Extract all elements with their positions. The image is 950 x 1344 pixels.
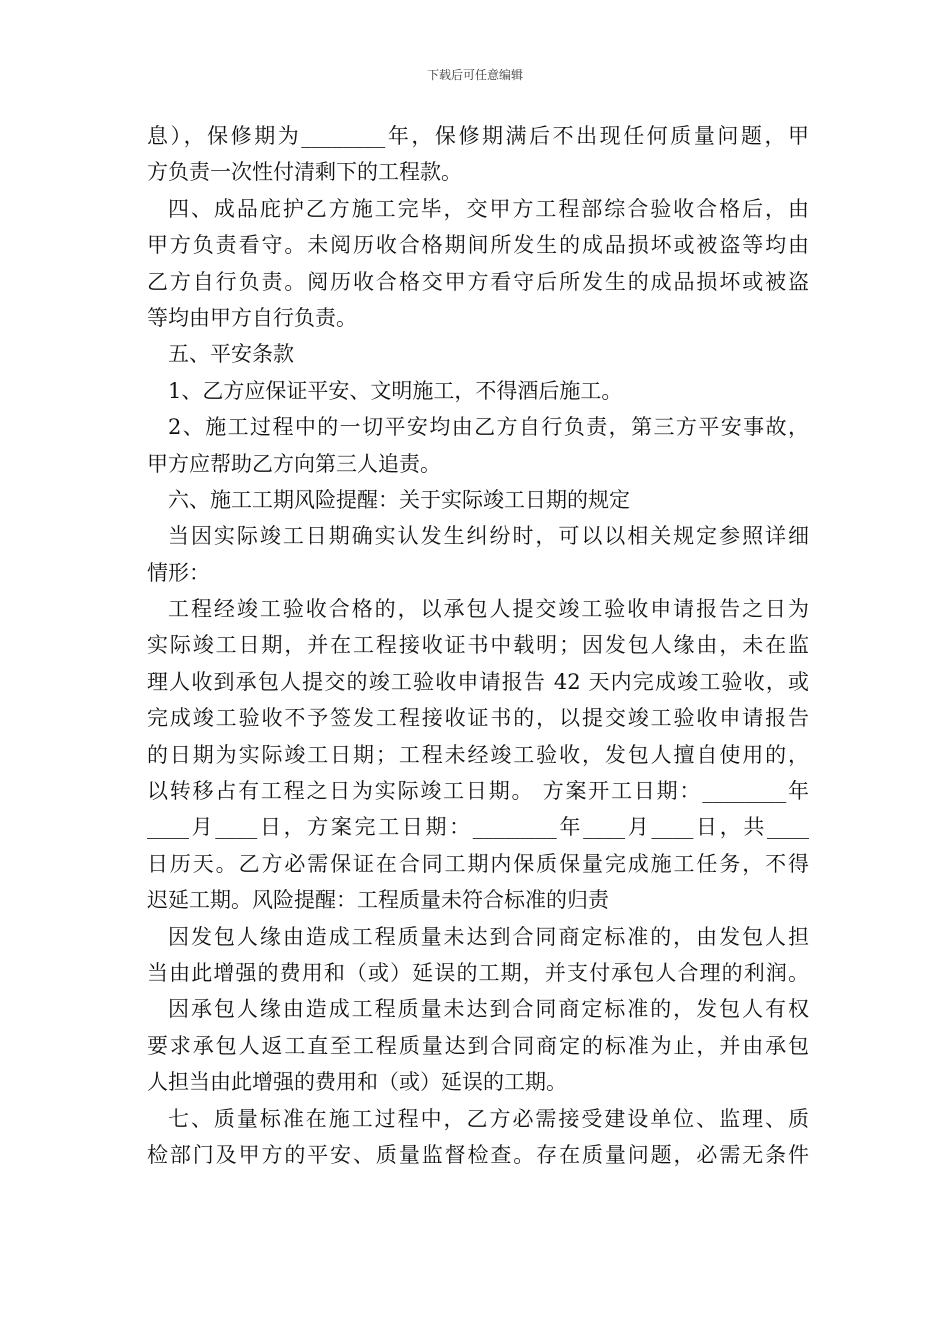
paragraph-start: 四、成品庇护乙方施工完毕，交甲方工程部综合验收合格后，由 [168, 196, 809, 221]
text-line: 以转移占有工程之日为实际竣工日期。 方案开工日期：________年 [147, 779, 809, 804]
text-line: 人担当由此增强的费用和（或）延误的工期。 [147, 1070, 567, 1095]
text-line: 理人收到承包人提交的竣工验收申请报告 42 天内完成竣工验收，或 [147, 669, 809, 694]
paragraph-start: 当因实际竣工日期确实认发生纠纷时，可以以相关规定参照详细 [168, 524, 809, 549]
text-line: 乙方自行负责。阅历收合格交甲方看守后所发生的成品损坏或被盗 [147, 269, 809, 294]
text-line: 情形： [147, 560, 210, 585]
section-heading: 六、施工工期风险提醒：关于实际竣工日期的规定 [168, 487, 630, 512]
paragraph-start: 七、质量标准在施工过程中，乙方必需接受建设单位、监理、质 [168, 1106, 809, 1131]
text-line: 完成竣工验收不予签发工程接收证书的，以提交竣工验收申请报告 [147, 706, 809, 731]
text-line: 要求承包人返工直至工程质量达到合同商定的标准为止，并由承包 [147, 1033, 809, 1058]
text-line: 的日期为实际竣工日期；工程未经竣工验收，发包人擅自使用的， [147, 742, 809, 767]
text-line: 等均由甲方自行负责。 [147, 305, 357, 330]
text-line: 检部门及甲方的平安、质量监督检查。存在质量问题，必需无条件 [147, 1142, 809, 1167]
text-line: 日历天。乙方必需保证在合同工期内保质保量完成施工任务，不得 [147, 851, 809, 876]
paragraph-start: 工程经竣工验收合格的，以承包人提交竣工验收申请报告之日为 [168, 597, 809, 622]
section-heading: 五、平安条款 [168, 342, 294, 367]
page-header: 下载后可任意编辑 [426, 68, 523, 82]
paragraph-start: 因承包人缘由造成工程质量未达到合同商定标准的，发包人有权 [168, 997, 809, 1022]
text-line: ____月____日，方案完工日期：________年____月____日，共____ [147, 815, 809, 840]
text-line: 甲方负责看守。未阅历收合格期间所发生的成品损坏或被盗等均由 [147, 233, 809, 258]
text-line: 实际竣工日期，并在工程接收证书中载明；因发包人缘由，未在监 [147, 633, 809, 658]
text-line: 息），保修期为________年，保修期满后不出现任何质量问题，甲 [147, 124, 809, 148]
paragraph-start: 1、乙方应保证平安、文明施工，不得酒后施工。 [168, 378, 623, 403]
paragraph-start: 因发包人缘由造成工程质量未达到合同商定标准的，由发包人担 [168, 924, 809, 949]
paragraph-start: 2、施工过程中的一切平安均由乙方自行负责，第三方平安事故， [168, 415, 809, 440]
text-line: 当由此增强的费用和（或）延误的工期，并支付承包人合理的利润。 [147, 960, 809, 985]
text-line: 甲方应帮助乙方向第三人追责。 [147, 451, 441, 476]
document-body [147, 118, 809, 1173]
text-line: 迟延工期。风险提醒：工程质量未符合标准的归责 [147, 888, 609, 913]
text-line: 方负责一次性付清剩下的工程款。 [147, 160, 462, 185]
